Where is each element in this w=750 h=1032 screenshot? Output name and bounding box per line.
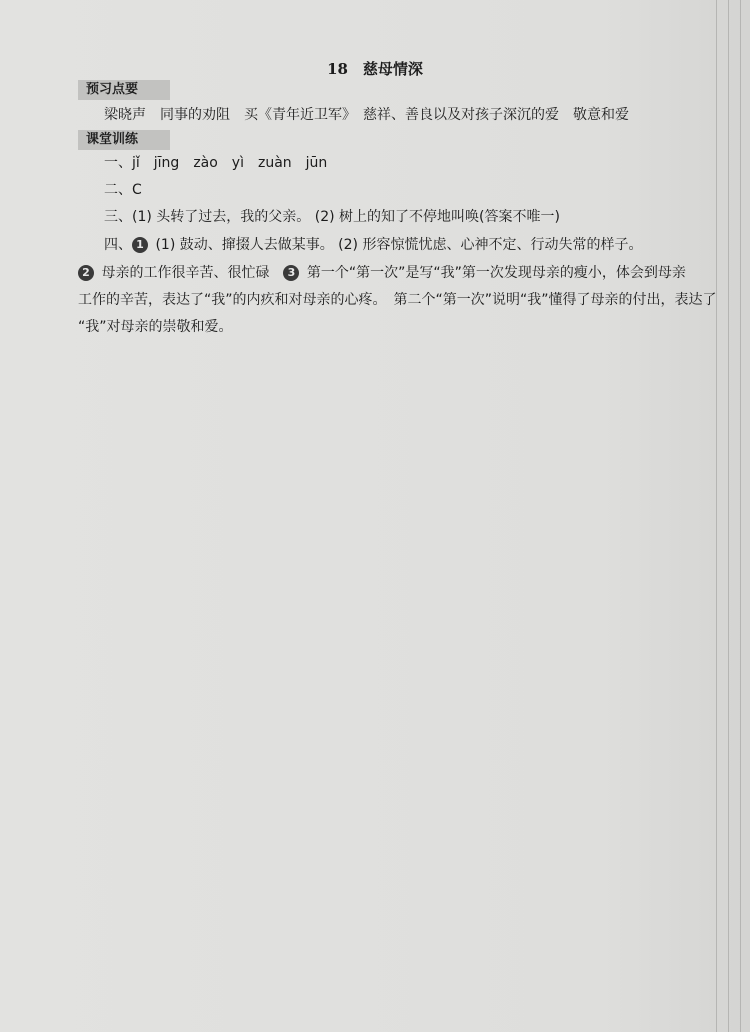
page-edge <box>740 0 741 1032</box>
answer-line: 三、(1) 头转了过去，我的父亲。 (2) 树上的知了不停地叫唤(答案不唯一) <box>104 209 560 225</box>
section-title: 18 慈母情深 <box>327 60 423 78</box>
circled-number: 1 <box>132 237 148 253</box>
answer-line: 工作的辛苦，表达了“我”的内疚和对母亲的心疼。 第二个“第一次”说明“我”懂得了母亲的付出，表达了 <box>78 292 717 308</box>
circled-number: 3 <box>283 265 299 281</box>
answer-line: 四、 1 (1) 鼓动、撺掇人去做某事。 (2) 形容惊慌忧虑、心神不定、行动失常的样子。 <box>104 237 643 253</box>
preview-text: 梁晓声 同事的劝阻 买《青年近卫军》 慈祥、善良以及对孩子深沉的爱 敬意和爱 <box>104 107 629 123</box>
answer-line: “我”对母亲的崇敬和爱。 <box>78 319 233 335</box>
answer-line: 2 母亲的工作很辛苦、很忙碌 3 第一个“第一次”是写“我”第一次发现母亲的瘦小，体会到母亲 <box>78 262 686 284</box>
page-edge <box>728 0 729 1032</box>
answer-line: 一、jǐ jīng zào yì zuàn jūn <box>104 155 328 171</box>
section-tag-class: 课堂训练 <box>78 130 170 150</box>
page-edge <box>716 0 717 1032</box>
section-tag-preview: 预习点要 <box>78 80 170 100</box>
circled-number: 2 <box>78 265 94 281</box>
answer-line: 二、C <box>104 182 142 198</box>
